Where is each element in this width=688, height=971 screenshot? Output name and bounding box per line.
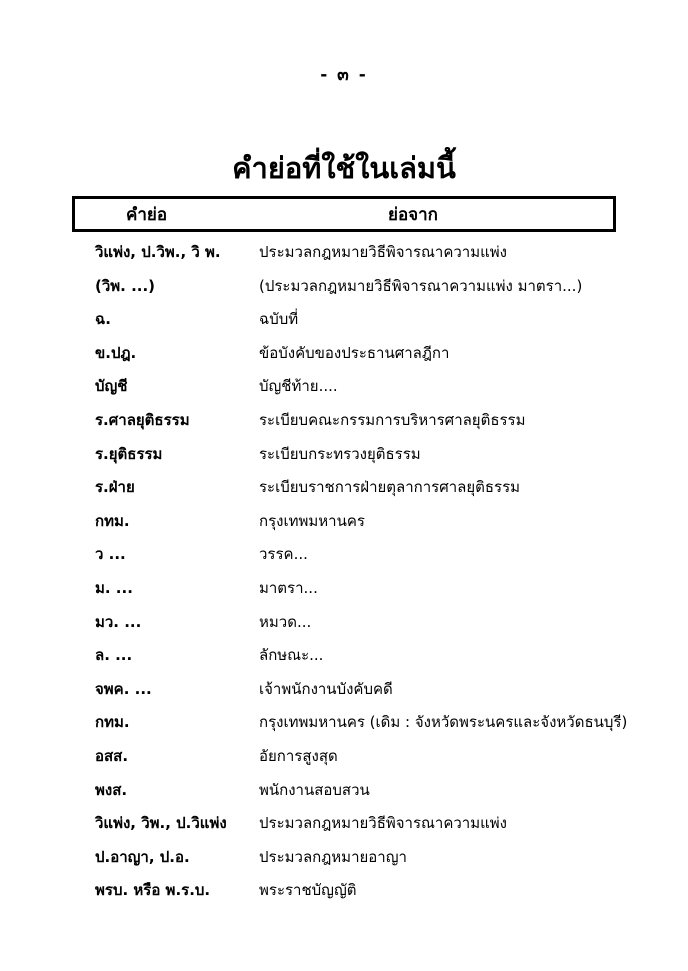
expansion-cell: วรรค... [259, 545, 308, 564]
table-row [0, 542, 688, 576]
abbreviation-cell: (วิพ. ...) [95, 276, 156, 295]
expansion-cell: ประมวลกฎหมายวิธีพิจารณาความแพ่ง [259, 243, 507, 261]
abbreviation-cell: ร.ศาลยุติธรรม [95, 410, 190, 429]
abbreviation-cell: ร.ฝ่าย [95, 478, 135, 497]
table-row [0, 610, 688, 644]
table-row [0, 374, 688, 408]
table-row [0, 240, 688, 274]
expansion-cell: ข้อบังคับของประธานศาลฎีกา [259, 343, 450, 362]
expansion-cell: อัยการสูงสุด [259, 746, 338, 765]
table-row [0, 710, 688, 744]
column-header-abbreviation: คำย่อ [126, 205, 168, 225]
abbreviation-cell: กทม. [95, 511, 130, 530]
expansion-cell: บัญชีท้าย.... [259, 377, 338, 396]
abbreviation-cell: วิแพ่ง, ป.วิพ., วิ พ. [95, 243, 221, 261]
expansion-cell: ฉบับที่ [259, 310, 299, 329]
table-row [0, 442, 688, 476]
abbreviation-cell: ว ... [95, 545, 126, 564]
abbreviation-cell: ล. ... [95, 646, 133, 665]
abbreviation-cell: ฉ. [95, 310, 111, 329]
page-title: คำย่อที่ใช้ในเล่มนี้ [232, 151, 456, 186]
expansion-cell: ระเบียบคณะกรรมการบริหารศาลยุติธรรม [259, 410, 526, 429]
expansion-cell: หมวด... [259, 612, 312, 631]
table-header-box [72, 196, 616, 232]
table-row [0, 845, 688, 879]
column-header-expansion: ย่อจาก [388, 205, 438, 225]
table-row [0, 307, 688, 341]
expansion-cell: ระเบียบกระทรวงยุติธรรม [259, 444, 421, 463]
page-number: - ๓ - [320, 65, 368, 85]
table-row [0, 778, 688, 812]
abbreviation-cell: จพค. ... [95, 679, 152, 698]
expansion-cell: ประมวลกฎหมายอาญา [259, 847, 407, 866]
abbreviation-table-body [0, 240, 688, 912]
expansion-cell: กรุงเทพมหานคร [259, 511, 365, 530]
abbreviation-cell: กทม. [95, 713, 130, 732]
expansion-cell: กรุงเทพมหานคร (เดิม : จังหวัดพระนครและจังหวัดธนบุรี) [259, 713, 628, 732]
abbreviation-cell: ป.อาญา, ป.อ. [95, 847, 190, 866]
table-row [0, 811, 688, 845]
table-row [0, 744, 688, 778]
abbreviation-cell: ม. ... [95, 578, 133, 597]
table-row [0, 509, 688, 543]
table-row [0, 677, 688, 711]
table-row [0, 341, 688, 375]
abbreviation-cell: มว. ... [95, 612, 142, 631]
expansion-cell: ระเบียบราชการฝ่ายตุลาการศาลยุติธรรม [259, 478, 521, 497]
expansion-cell: ลักษณะ... [259, 646, 324, 665]
abbreviation-cell: พงส. [95, 780, 128, 799]
abbreviation-cell: บัญชี [95, 377, 128, 396]
table-row [0, 475, 688, 509]
abbreviation-cell: พรบ. หรือ พ.ร.บ. [95, 881, 211, 900]
table-row [0, 576, 688, 610]
expansion-cell: มาตรา... [259, 578, 318, 597]
table-row [0, 878, 688, 912]
abbreviation-cell: อสส. [95, 746, 129, 765]
table-row [0, 408, 688, 442]
abbreviation-cell: ข.ปฎ. [95, 343, 137, 362]
expansion-cell: ประมวลกฎหมายวิธีพิจารณาความแพ่ง [259, 814, 507, 833]
expansion-cell: (ประมวลกฎหมายวิธีพิจารณาความแพ่ง มาตรา...) [259, 276, 583, 295]
expansion-cell: พนักงานสอบสวน [259, 780, 370, 799]
table-row [0, 274, 688, 308]
expansion-cell: พระราชบัญญัติ [259, 881, 357, 900]
table-row [0, 643, 688, 677]
abbreviation-cell: ร.ยุติธรรม [95, 444, 163, 463]
abbreviation-cell: วิแพ่ง, วิพ., ป.วิแพ่ง [95, 814, 227, 833]
expansion-cell: เจ้าพนักงานบังคับคดี [259, 679, 393, 698]
